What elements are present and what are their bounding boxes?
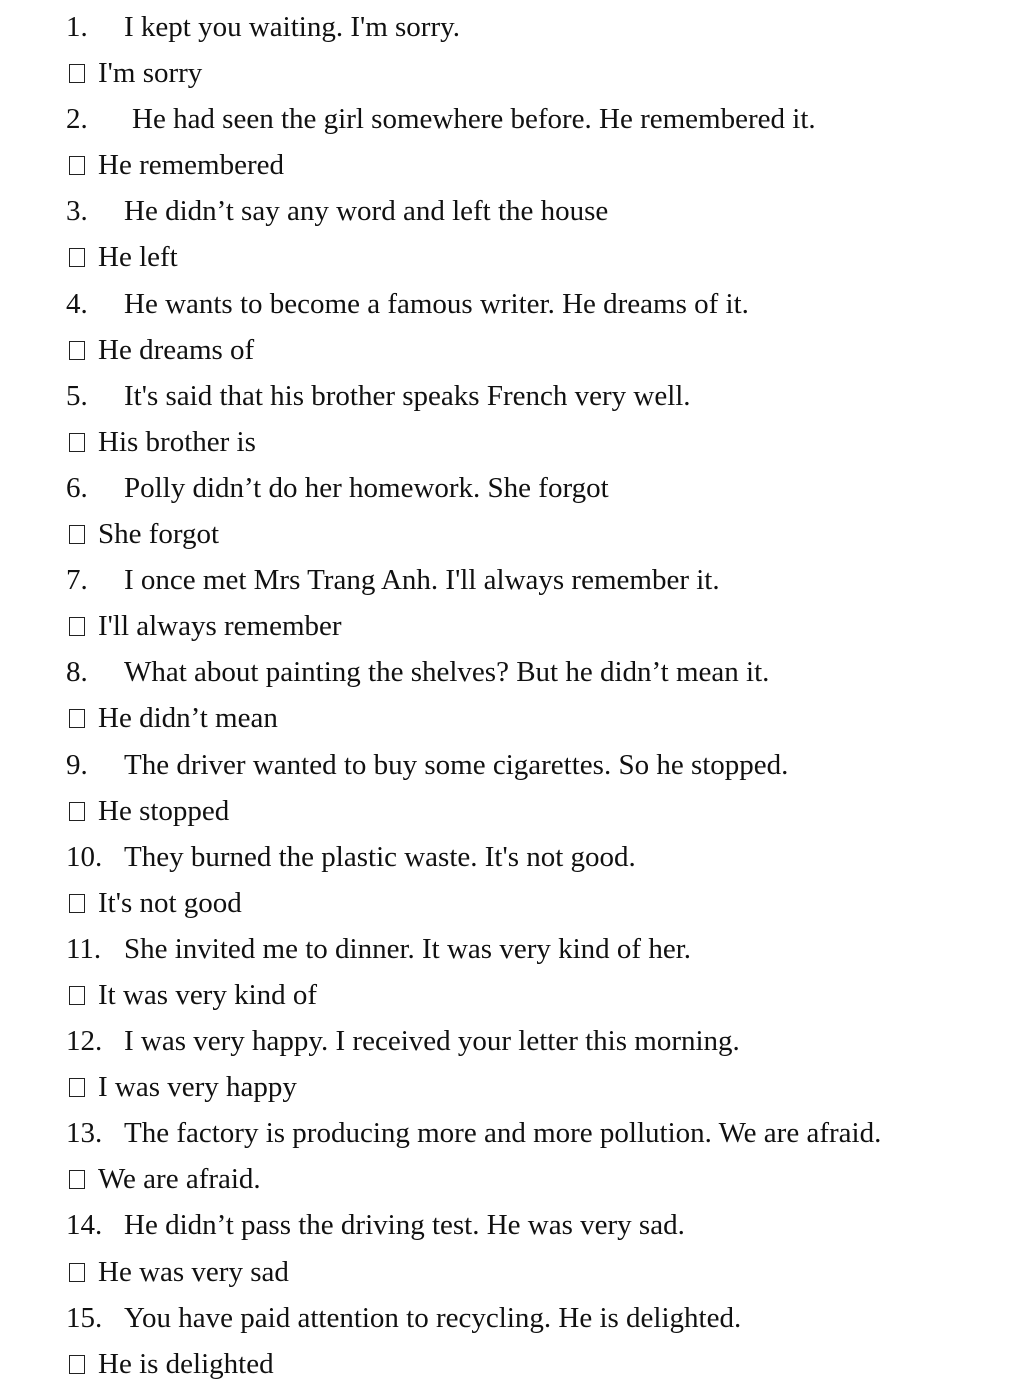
question-line xyxy=(0,557,1024,603)
question-number: 4. xyxy=(66,287,88,320)
answer-line xyxy=(0,327,1024,373)
question-line xyxy=(0,373,1024,419)
answer-line xyxy=(0,1156,1024,1202)
question-text: I once met Mrs Trang Anh. I'll always remember it. xyxy=(124,564,720,597)
answer-prefix: It's not good xyxy=(98,886,242,919)
answer-line xyxy=(0,880,1024,926)
answer-line xyxy=(0,788,1024,834)
answer-line xyxy=(0,695,1024,741)
answer-prefix: He didn’t mean xyxy=(98,702,278,735)
answer-prefix: She forgot xyxy=(98,518,220,551)
exercise-sheet xyxy=(0,4,1024,1387)
question-text: He had seen the girl somewhere before. He remembered it. xyxy=(132,103,816,136)
question-number: 2. xyxy=(66,103,88,136)
question-line xyxy=(0,1018,1024,1064)
question-text: It's said that his brother speaks French very well. xyxy=(124,379,691,412)
question-number: 8. xyxy=(66,656,88,689)
answer-line xyxy=(0,1341,1024,1387)
answer-line xyxy=(0,142,1024,188)
question-text: I was very happy. I received your letter this morning. xyxy=(124,1025,740,1058)
checkbox-icon xyxy=(69,894,85,913)
answer-prefix: I was very happy xyxy=(98,1071,297,1104)
question-number: 15. xyxy=(66,1301,103,1334)
checkbox-icon xyxy=(69,156,85,175)
answer-prefix: He is delighted xyxy=(98,1347,274,1380)
checkbox-icon xyxy=(69,433,85,452)
question-line xyxy=(0,834,1024,880)
question-text: Polly didn’t do her homework. She forgot xyxy=(124,471,609,504)
question-line xyxy=(0,281,1024,327)
answer-line xyxy=(0,511,1024,557)
question-line xyxy=(0,1295,1024,1341)
question-text: You have paid attention to recycling. He is delighted. xyxy=(124,1301,742,1334)
question-line xyxy=(0,649,1024,695)
answer-prefix: He remembered xyxy=(98,149,284,182)
answer-prefix: I'm sorry xyxy=(98,57,203,90)
checkbox-icon xyxy=(69,341,85,360)
answer-prefix: I'll always remember xyxy=(98,610,342,643)
answer-prefix: He was very sad xyxy=(98,1255,289,1288)
question-text: The driver wanted to buy some cigarettes. So he stopped. xyxy=(124,748,789,781)
question-line xyxy=(0,96,1024,142)
question-number: 13. xyxy=(66,1117,103,1150)
question-text: What about painting the shelves? But he didn’t mean it. xyxy=(124,656,770,689)
question-number: 3. xyxy=(66,195,88,228)
checkbox-icon xyxy=(69,525,85,544)
checkbox-icon xyxy=(69,617,85,636)
answer-line xyxy=(0,1064,1024,1110)
question-line xyxy=(0,4,1024,50)
question-number: 6. xyxy=(66,471,88,504)
answer-prefix: He dreams of xyxy=(98,333,255,366)
checkbox-icon xyxy=(69,64,85,83)
answer-prefix: It was very kind of xyxy=(98,978,318,1011)
question-text: He didn’t say any word and left the house xyxy=(124,195,609,228)
question-number: 12. xyxy=(66,1025,103,1058)
question-line xyxy=(0,1110,1024,1156)
checkbox-icon xyxy=(69,986,85,1005)
checkbox-icon xyxy=(69,802,85,821)
question-text: They burned the plastic waste. It's not good. xyxy=(124,840,636,873)
question-number: 11. xyxy=(66,932,102,965)
checkbox-icon xyxy=(69,1078,85,1097)
answer-line xyxy=(0,972,1024,1018)
question-line xyxy=(0,465,1024,511)
answer-line xyxy=(0,1249,1024,1295)
answer-prefix: He left xyxy=(98,241,178,274)
checkbox-icon xyxy=(69,1355,85,1374)
checkbox-icon xyxy=(69,1170,85,1189)
question-line xyxy=(0,188,1024,234)
checkbox-icon xyxy=(69,709,85,728)
question-line xyxy=(0,1202,1024,1248)
question-number: 14. xyxy=(66,1209,103,1242)
answer-line xyxy=(0,603,1024,649)
question-line xyxy=(0,926,1024,972)
question-number: 9. xyxy=(66,748,88,781)
checkbox-icon xyxy=(69,248,85,267)
question-number: 10. xyxy=(66,840,103,873)
question-number: 7. xyxy=(66,564,88,597)
question-number: 5. xyxy=(66,379,88,412)
question-number: 1. xyxy=(66,11,88,43)
answer-prefix: His brother is xyxy=(98,425,256,458)
answer-prefix: He stopped xyxy=(98,794,230,827)
answer-line xyxy=(0,50,1024,96)
answer-prefix: We are afraid. xyxy=(98,1163,261,1196)
question-text: I kept you waiting. I'm sorry. xyxy=(124,11,460,43)
question-text: She invited me to dinner. It was very kind of her. xyxy=(124,932,692,965)
checkbox-icon xyxy=(69,1263,85,1282)
question-text: He wants to become a famous writer. He dreams of it. xyxy=(124,287,749,320)
answer-line xyxy=(0,234,1024,280)
question-line xyxy=(0,742,1024,788)
question-text: He didn’t pass the driving test. He was very sad. xyxy=(124,1209,685,1242)
answer-line xyxy=(0,419,1024,465)
question-text: The factory is producing more and more pollution. We are afraid. xyxy=(124,1117,882,1150)
